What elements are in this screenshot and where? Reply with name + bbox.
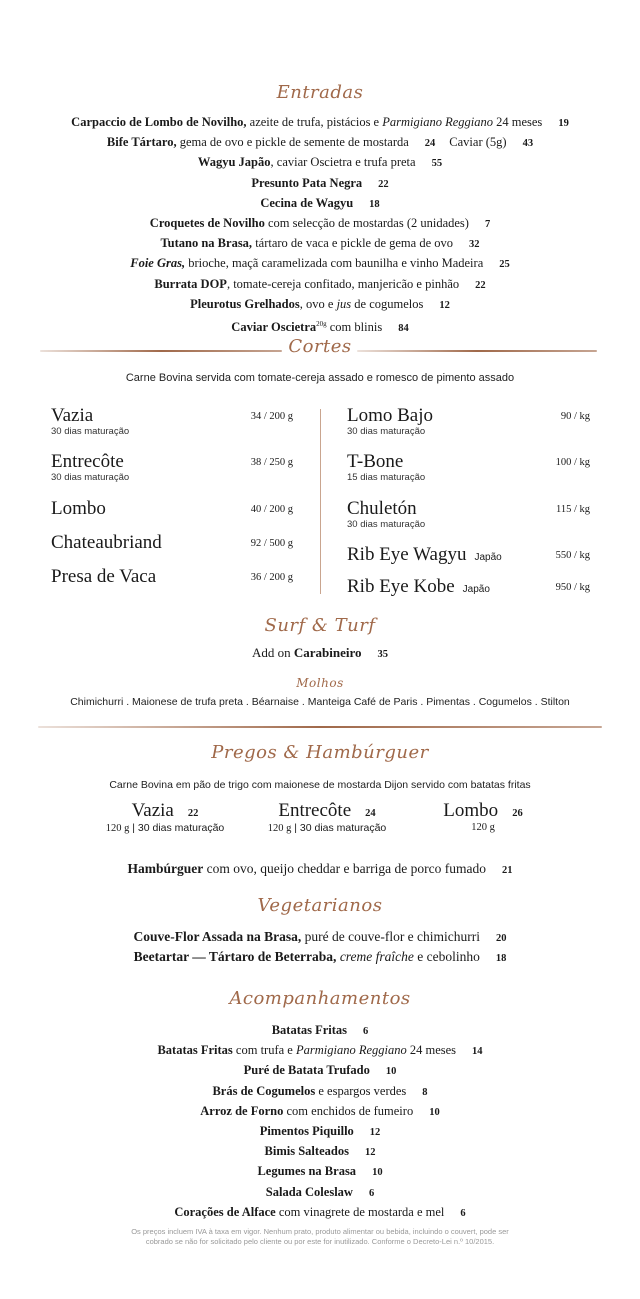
item-description: 24 meses bbox=[406, 1043, 457, 1058]
item-name: Croquetes de Novilho bbox=[149, 216, 265, 231]
item-price: 14 bbox=[472, 1046, 483, 1058]
item-description: com enchidos de fumeiro bbox=[283, 1103, 414, 1118]
item-name: Batatas Fritas bbox=[271, 1023, 348, 1037]
menu-item bbox=[0, 194, 640, 214]
pregos-subtitle: Carne Bovina em pão de trigo com maionese de mostarda Dijon servido com batatas fritas bbox=[109, 779, 531, 791]
cut-price: 36 / 200 g bbox=[250, 572, 293, 583]
menu-item bbox=[0, 948, 640, 968]
item-price: 21 bbox=[501, 865, 513, 876]
cortes-subtitle: Carne Bovina servida com tomate-cereja assado e romesco de pimento assado bbox=[125, 372, 515, 384]
menu-item bbox=[0, 1142, 640, 1162]
acompanhamentos-list bbox=[0, 1021, 640, 1223]
item-name: Wagyu Japão bbox=[197, 155, 271, 170]
footer-line: cobrado se não for solicitado pelo cliente ou por este for inutilizado. Conforme o Decreto-Lei n.º 10/2015. bbox=[145, 1237, 495, 1246]
item-name: Arroz de Forno bbox=[200, 1103, 284, 1118]
prego-price: 26 bbox=[512, 808, 523, 819]
item-name: Legumes na Brasa bbox=[257, 1164, 357, 1179]
item-description-italic: Parmigiano Reggiano bbox=[382, 115, 493, 129]
item-description-italic: creme fraîche bbox=[339, 949, 414, 965]
cut-name: Lomo Bajo bbox=[347, 405, 434, 426]
cut-price: 950 / kg bbox=[555, 582, 590, 593]
section-title-acompanhamentos: Acompanhamentos bbox=[229, 988, 411, 1009]
item-price: 10 bbox=[385, 1066, 397, 1078]
item-name: Puré de Batata Trufado bbox=[243, 1063, 370, 1078]
cut-price: 34 / 200 g bbox=[250, 411, 293, 422]
prego-item bbox=[75, 800, 255, 834]
cut-aging: 30 dias maturação bbox=[347, 519, 426, 530]
item-price: 8 bbox=[422, 1086, 428, 1098]
item-name: Pimentos Piquillo bbox=[259, 1124, 354, 1139]
item-description-italic: jus bbox=[336, 296, 352, 311]
cut-item bbox=[51, 532, 293, 554]
divider bbox=[38, 726, 602, 728]
menu-item bbox=[0, 275, 640, 295]
section-title-cortes: Cortes bbox=[288, 336, 352, 357]
surf-turf-item bbox=[0, 644, 640, 664]
cut-name: Presa de Vaca bbox=[51, 566, 157, 587]
prego-price: 22 bbox=[187, 808, 199, 819]
cut-origin: Japão bbox=[474, 552, 502, 563]
section-title-pregos: Pregos & Hambúrguer bbox=[211, 742, 429, 763]
section-title-surf-turf: Surf & Turf bbox=[264, 615, 376, 636]
item-name: Bife Tártaro, bbox=[106, 135, 177, 150]
item-name: Bimis Salteados bbox=[264, 1144, 349, 1159]
footer-note bbox=[0, 1227, 640, 1247]
item-price: 18 bbox=[495, 953, 507, 965]
item-price: 19 bbox=[558, 118, 569, 129]
item-description: , caviar Oscietra e trufa preta bbox=[270, 155, 416, 170]
item-price: 32 bbox=[469, 239, 480, 251]
menu-item bbox=[0, 1041, 640, 1061]
cut-item bbox=[51, 451, 293, 483]
item-price: 7 bbox=[484, 219, 491, 231]
item-description: com trufa e bbox=[232, 1043, 296, 1058]
menu-item bbox=[0, 1183, 640, 1203]
entradas-list bbox=[0, 113, 640, 338]
cut-name: T-Bone bbox=[347, 451, 404, 472]
surf-turf-prefix: Add on bbox=[251, 645, 294, 660]
item-description: e espargos verdes bbox=[315, 1083, 407, 1098]
cut-aging: 30 dias maturação bbox=[347, 426, 426, 437]
item-price: 12 bbox=[364, 1147, 376, 1159]
cut-origin: Japão bbox=[462, 584, 490, 595]
item-description: e cebolinho bbox=[413, 949, 480, 965]
menu-item bbox=[0, 1021, 640, 1041]
item-description-italic: Parmigiano Reggiano bbox=[295, 1043, 407, 1058]
item-description: com blinis bbox=[326, 320, 383, 335]
prego-weight: 120 g bbox=[267, 823, 292, 834]
menu-item bbox=[0, 1102, 640, 1122]
cut-price: 115 / kg bbox=[555, 504, 590, 515]
item-price: 10 bbox=[372, 1167, 383, 1179]
cut-item bbox=[51, 405, 293, 437]
menu-item bbox=[0, 1122, 640, 1142]
cut-item bbox=[347, 576, 590, 598]
item-price: 20 bbox=[496, 933, 507, 944]
prego-details bbox=[75, 822, 255, 834]
cut-aging: 30 dias maturação bbox=[51, 472, 130, 483]
item-price: 6 bbox=[363, 1026, 369, 1037]
menu-item bbox=[0, 153, 640, 173]
footer-line: Os preços incluem IVA à taxa em vigor. Nenhum prato, produto alimentar ou bebida, incluindo o couvert, pode ser bbox=[131, 1227, 509, 1236]
item-description: , tomate-cereja confitado, manjericão e pinhão bbox=[226, 276, 460, 291]
item-name: Tutano na Brasa, bbox=[160, 236, 253, 251]
menu-item bbox=[0, 174, 640, 194]
prego-name: Vazia bbox=[131, 800, 174, 821]
item-name: Hambúrguer bbox=[127, 861, 204, 876]
item-price: 6 bbox=[368, 1187, 375, 1199]
cut-name: Chuletón bbox=[347, 498, 417, 519]
menu-item bbox=[0, 214, 640, 234]
cut-item bbox=[51, 566, 293, 588]
item-description: puré de couve-flor e chimichurri bbox=[301, 929, 481, 944]
item-price: 55 bbox=[431, 158, 443, 170]
cut-price: 40 / 200 g bbox=[250, 504, 293, 515]
item-description: com vinagrete de mostarda e mel bbox=[275, 1204, 445, 1219]
item-price: 24 bbox=[424, 138, 436, 150]
item-price: 22 bbox=[475, 279, 486, 291]
section-title-molhos: Molhos bbox=[296, 676, 344, 690]
cut-price: 100 / kg bbox=[555, 457, 590, 468]
menu-item bbox=[0, 113, 640, 133]
item-price: 18 bbox=[369, 198, 380, 210]
item-description: com ovo, queijo cheddar e barriga de porco fumado bbox=[203, 861, 486, 876]
item-name: Pleurotus Grelhados bbox=[190, 296, 300, 311]
item-price: 25 bbox=[499, 259, 510, 271]
cut-name: Chateaubriand bbox=[51, 532, 162, 553]
prego-name: Entrecôte bbox=[278, 800, 352, 821]
column-divider bbox=[320, 409, 321, 594]
prego-weight: 120 g bbox=[471, 822, 495, 833]
cut-name: Entrecôte bbox=[51, 451, 124, 472]
cut-item bbox=[347, 544, 590, 566]
item-description: com selecção de mostardas (2 unidades) bbox=[264, 216, 469, 231]
item-price: 6 bbox=[460, 1207, 466, 1219]
cut-price: 550 / kg bbox=[555, 550, 590, 561]
item-description: gema de ovo e pickle de semente de mostarda bbox=[176, 135, 409, 150]
item-price: 84 bbox=[398, 323, 409, 335]
item-price: 10 bbox=[429, 1106, 440, 1118]
menu-item bbox=[0, 1061, 640, 1081]
cut-name: Rib Eye Kobe bbox=[347, 576, 455, 597]
cut-item bbox=[51, 498, 293, 520]
item-price: 12 bbox=[369, 1127, 381, 1139]
prego-item bbox=[393, 800, 573, 833]
cut-name: Rib Eye Wagyu bbox=[347, 544, 467, 565]
cut-item bbox=[347, 451, 590, 483]
menu-item bbox=[0, 1203, 640, 1223]
item-name: Batatas Fritas bbox=[157, 1043, 233, 1058]
prego-price: 24 bbox=[365, 808, 376, 819]
item-name: Cecina de Wagyu bbox=[260, 195, 354, 210]
cut-aging: 30 dias maturação bbox=[51, 426, 130, 437]
item-name: Couve-Flor Assada na Brasa, bbox=[133, 929, 302, 944]
cut-price: 90 / kg bbox=[560, 411, 590, 422]
surf-turf-name: Carabineiro bbox=[293, 645, 362, 660]
menu-item bbox=[0, 133, 640, 153]
cut-item bbox=[347, 498, 590, 530]
item-description: , ovo e bbox=[299, 296, 337, 311]
item-extra: Caviar (5g) bbox=[449, 135, 507, 150]
cut-aging: 15 dias maturação bbox=[347, 472, 426, 483]
item-description: azeite de trufa, pistácios e bbox=[246, 115, 383, 129]
prego-details bbox=[237, 822, 417, 834]
cut-name: Lombo bbox=[51, 498, 106, 519]
burger-item bbox=[0, 860, 640, 880]
item-name: Carpaccio de Lombo de Novilho, bbox=[71, 115, 247, 129]
section-title-entradas: Entradas bbox=[276, 82, 364, 103]
menu-item bbox=[0, 254, 640, 274]
cut-name: Vazia bbox=[51, 405, 94, 426]
item-price: 12 bbox=[439, 299, 450, 311]
prego-item bbox=[237, 800, 417, 834]
menu-item bbox=[0, 928, 640, 948]
menu-item bbox=[0, 315, 640, 338]
item-description: brioche, maçã caramelizada com baunilha e vinho Madeira bbox=[185, 256, 484, 271]
cut-price: 38 / 250 g bbox=[250, 457, 293, 468]
vegetarianos-list bbox=[0, 928, 640, 968]
item-name: Foie Gras, bbox=[130, 256, 186, 271]
surf-turf-price: 35 bbox=[377, 649, 389, 660]
item-name: Burrata DOP bbox=[154, 276, 227, 291]
item-price: 22 bbox=[378, 178, 389, 190]
cut-item bbox=[347, 405, 590, 437]
item-description: 24 meses bbox=[493, 115, 543, 129]
menu-item bbox=[0, 1082, 640, 1102]
item-name: Corações de Alface bbox=[174, 1204, 276, 1219]
cut-price: 92 / 500 g bbox=[250, 538, 293, 549]
item-name: Salada Coleslaw bbox=[265, 1184, 353, 1199]
prego-aging: | 30 dias maturação bbox=[291, 822, 387, 834]
prego-aging: | 30 dias maturação bbox=[129, 822, 225, 834]
prego-weight: 120 g bbox=[105, 823, 130, 834]
menu-item bbox=[0, 295, 640, 315]
item-name: Caviar Oscietra bbox=[231, 320, 317, 335]
menu-item bbox=[0, 1162, 640, 1182]
molhos-list: Chimichurri . Maionese de trufa preta . Béarnaise . Manteiga Café de Paris . Pimentas . Cogumelos . Stilton bbox=[70, 696, 570, 708]
item-name: Beetartar — Tártaro de Beterraba, bbox=[133, 949, 337, 965]
menu-item bbox=[0, 234, 640, 254]
item-name: Brás de Cogumelos bbox=[212, 1083, 316, 1098]
item-description: de cogumelos bbox=[351, 296, 424, 311]
item-name: Presunto Pata Negra bbox=[251, 175, 363, 190]
item-quantity: 20g bbox=[316, 320, 327, 329]
item-description: tártaro de vaca e pickle de gema de ovo bbox=[252, 236, 454, 251]
section-title-vegetarianos: Vegetarianos bbox=[257, 895, 383, 916]
item-extra-price: 43 bbox=[522, 138, 534, 150]
prego-details bbox=[393, 822, 573, 833]
prego-name: Lombo bbox=[443, 800, 499, 821]
